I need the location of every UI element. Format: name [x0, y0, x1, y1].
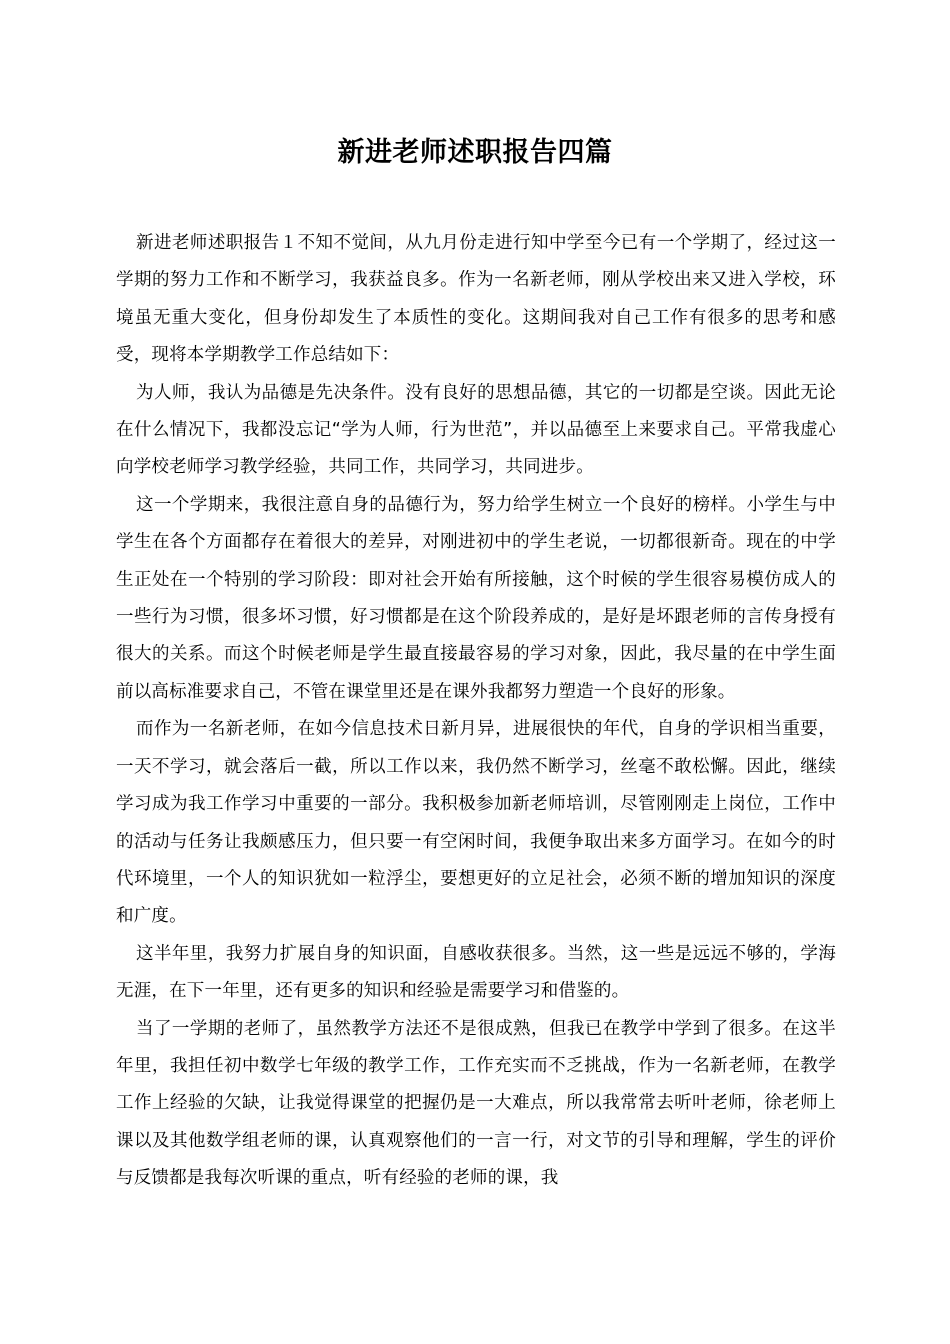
paragraph-5: 这半年里，我努力扩展自身的知识面，自感收获很多。当然，这一些是远远不够的，学海无涯，在下一年里，还有更多的知识和经验是需要学习和借鉴的。	[116, 943, 836, 1002]
document-title: 新进老师述职报告四篇	[337, 137, 613, 168]
paragraph-1: 新进老师述职报告１不知不觉间，从九月份走进行知中学至今已有一个学期了，经过这一学期的努力工作和不断学习，我获益良多。作为一名新老师，刚从学校出来又进入学校，环境虽无重大变化，但身份却发生了本质性的变化。这期间我对自己工作有很多的思考和感受，现将本学期教学工作总结如下：	[116, 233, 836, 366]
paragraph-3: 这一个学期来，我很注意自身的品德行为，努力给学生树立一个良好的榜样。小学生与中学生在各个方面都存在着很大的差异，对刚进初中的学生老说，一切都很新奇。现在的中学生正处在一个特别的学习阶段：即对社会开始有所接触，这个时候的学生很容易模仿成人的一些行为习惯，很多坏习惯，好习惯都是在这个阶段养成的，是好是坏跟老师的言传身授有很大的关系。而这个时候老师是学生最直接最容易的学习对象，因此，我尽量的在中学生面前以高标准要求自己，不管在课堂里还是在课外我都努力塑造一个良好的形象。	[116, 494, 836, 702]
paragraph-2: 为人师，我认为品德是先决条件。没有良好的思想品德，其它的一切都是空谈。因此无论在什么情况下，我都没忘记“学为人师，行为世范”，并以品德至上来要求自己。平常我虚心向学校老师学习教学经验，共同工作，共同学习，共同进步。	[116, 382, 836, 478]
paragraph-4: 而作为一名新老师，在如今信息技术日新月异，进展很快的年代，自身的学识相当重要，一天不学习，就会落后一截，所以工作以来，我仍然不断学习，丝毫不敢松懈。因此，继续学习成为我工作学习中重要的一部分。我积极参加新老师培训，尽管刚刚走上岗位，工作中的活动与任务让我颇感压力，但只要一有空闲时间，我便争取出来多方面学习。在如今的时代环境里，一个人的知识犹如一粒浮尘，要想更好的立足社会，必须不断的增加知识的深度和广度。	[116, 719, 836, 927]
paragraph-6: 当了一学期的老师了，虽然教学方法还不是很成熟，但我已在教学中学到了很多。在这半年里，我担任初中数学七年级的教学工作，工作充实而不乏挑战，作为一名新老师，在教学工作上经验的欠缺，让我觉得课堂的把握仍是一大难点，所以我常常去听叶老师，徐老师上课以及其他数学组老师的课，认真观察他们的一言一行，对文节的引导和理解，学生的评价与反馈都是我每次听课的重点，听有经验的老师的课，我	[116, 1018, 836, 1189]
document-body	[116, 225, 836, 1198]
